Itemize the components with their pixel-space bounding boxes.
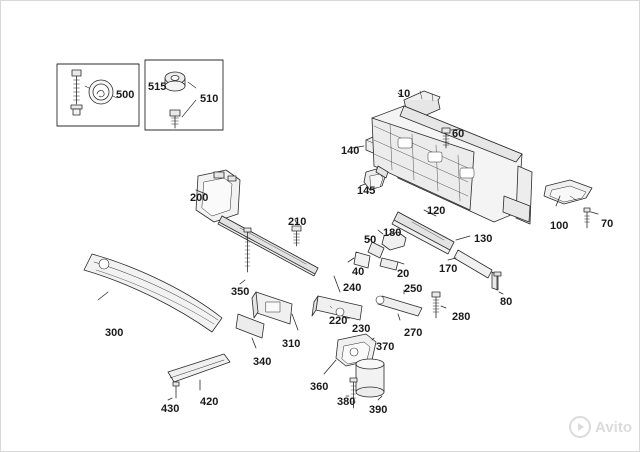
callout-170: 170 xyxy=(439,263,458,275)
callout-420: 420 xyxy=(200,396,219,408)
callout-130: 130 xyxy=(474,233,493,245)
callout-510: 510 xyxy=(200,93,219,105)
callout-340: 340 xyxy=(253,356,272,368)
callout-310: 310 xyxy=(282,338,301,350)
callout-515: 515 xyxy=(148,81,167,93)
callout-200: 200 xyxy=(190,192,209,204)
callout-50: 50 xyxy=(364,234,377,246)
callout-500: 500 xyxy=(116,89,135,101)
callout-270: 270 xyxy=(404,327,423,339)
callout-180: 180 xyxy=(383,227,402,239)
callout-210: 210 xyxy=(288,216,307,228)
callout-280: 280 xyxy=(452,311,471,323)
callout-140: 140 xyxy=(341,145,360,157)
callout-70: 70 xyxy=(601,218,614,230)
callout-370: 370 xyxy=(376,341,395,353)
callout-40: 40 xyxy=(352,266,365,278)
callout-10: 10 xyxy=(398,88,411,100)
callout-60: 60 xyxy=(452,128,465,140)
callout-390: 390 xyxy=(369,404,388,416)
callout-220: 220 xyxy=(329,315,348,327)
callout-240: 240 xyxy=(343,282,362,294)
callout-120: 120 xyxy=(427,205,446,217)
callout-350: 350 xyxy=(231,286,250,298)
callout-300: 300 xyxy=(105,327,124,339)
callout-230: 230 xyxy=(352,323,371,335)
watermark-logo-icon xyxy=(569,416,591,438)
callout-100: 100 xyxy=(550,220,569,232)
watermark xyxy=(569,416,632,438)
callout-20: 20 xyxy=(397,268,410,280)
callout-380: 380 xyxy=(337,396,356,408)
callout-80: 80 xyxy=(500,296,513,308)
callout-250: 250 xyxy=(404,283,423,295)
watermark-label: Avito xyxy=(595,418,632,436)
callout-430: 430 xyxy=(161,403,180,415)
callout-360: 360 xyxy=(310,381,329,393)
callout-145: 145 xyxy=(357,185,376,197)
